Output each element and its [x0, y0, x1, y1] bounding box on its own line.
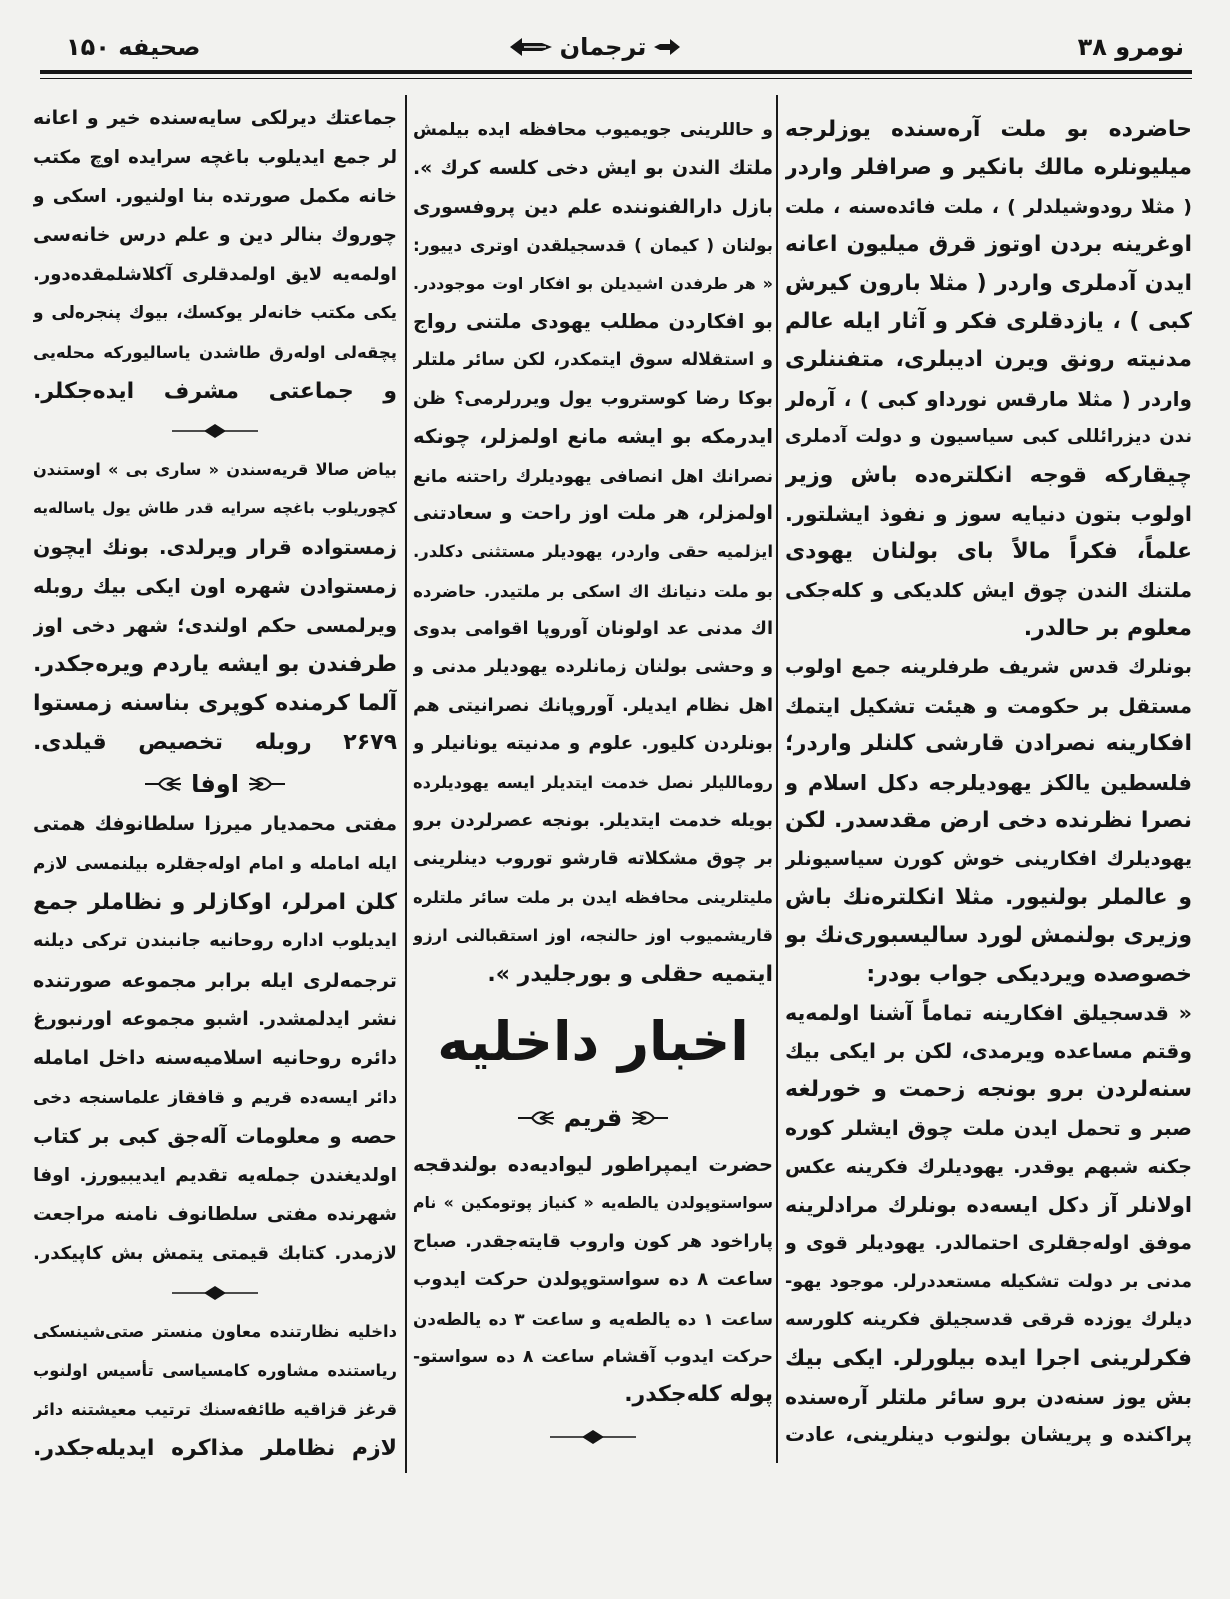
arrow-ornament-right-icon — [652, 36, 682, 58]
text-line: اهل نظام ایدیلر. آوروپانك نصرانیتی هم — [413, 694, 773, 716]
text-line: ساعت ۸ ده سواستوپولدن حرکت ایدوب — [413, 1269, 773, 1291]
section-divider — [413, 1415, 773, 1460]
text-line: ویرلمسی حکم اولندی؛ شهر دخی اوز — [33, 614, 397, 637]
text-line: و استقلاله سوق ایتمکدر، لکن سائر ملتلر — [413, 350, 773, 371]
text-line: حرکت ایدوب آقشام ساعت ۸ ده سواستو- — [413, 1346, 773, 1367]
text-line: معلوم بر حالدر. — [1023, 616, 1192, 642]
text-line: ایدیلوب اداره روحانیه جانبندن ترکی دیلنه — [33, 931, 397, 951]
text-line: لازمدر. کتابك قیمتی یتمش بش کاپیکدر. — [33, 1243, 397, 1264]
text-line: روماللیلر نصل خدمت ایتدیلر ایسه یهودیلرده — [413, 772, 773, 792]
masthead — [500, 27, 690, 67]
text-line: پچقه‌لی اوله‌رق طاشدن یاسالیورکه محله‌یی — [33, 343, 397, 362]
text-line: بولنان ( کیمان ) قدسجیلقدن اوتری دییور: — [413, 235, 773, 256]
text-line: علماً، فکراً مالاً بای بولنان یهودی — [785, 539, 1192, 565]
text-line: طرفندن بو ایشه یاردم ویره‌جکدر. — [33, 652, 397, 677]
text-line: ملتنك الندن چوق ایش کلدیکی و کله‌جکی — [785, 578, 1192, 602]
text-line: بونلردن کلیور. علوم و مدنیته یونانیلر و — [413, 733, 773, 755]
text-line: یهودیلرك افکارینی خوش کورن سیاسیونلر — [785, 848, 1192, 871]
text-line: ایدرمکه بو ایشه مانع اولمزلر، چونکه — [413, 425, 773, 449]
text-line: ۲۶۷۹ روبله تخصیص قیلدی. — [33, 730, 397, 755]
text-line: مفتی محمدیار میرزا سلطانوفك همتی — [33, 814, 397, 835]
arrow-ornament-left-icon — [508, 36, 554, 58]
text-line: اولانلر آز دکل ایسه‌ده بونلرك مرادلرینه — [785, 1192, 1192, 1217]
paragraph — [785, 111, 1192, 648]
text-line: ایله امامله و امام اوله‌جقلره بیلنمسی لازم — [33, 853, 397, 873]
text-line: بویله خدمت ایتدیلر. بونجه عصرلردن برو — [413, 810, 773, 832]
text-line: و جماعتی مشرف ایده‌جکلر. — [33, 379, 397, 404]
flourish-left-icon — [516, 1108, 556, 1128]
section-title: اخبار داخلیه — [437, 1009, 749, 1073]
text-line: ساعت ۱ ده یالطه‌یه و ساعت ۳ ده یالطه‌دن — [413, 1308, 773, 1329]
masthead-rule-thin — [40, 78, 1192, 79]
text-line: اولمزلر، هر ملت اوز راحت و سعادتنی — [413, 502, 773, 524]
text-line: و حاللرینی جویمیوب محافظه ایده بیلمش — [413, 120, 773, 140]
text-line: اولوب بتون دنیایه سوز و نفوذ ایشلتور. — [785, 501, 1192, 526]
text-line: ترجمه‌لری ایله برابر مجموعه صورتنده — [33, 969, 397, 992]
text-line: بو افکاردن مطلب یهودی ملتنی رواج — [413, 309, 773, 333]
text-line: مستقل بر حکومت و هیئت تشکیل ایتمك — [785, 693, 1192, 718]
text-line: پراکنده و پریشان بولنوب دینلرینی، عادت — [785, 1423, 1192, 1447]
text-line: و عالملر بولنیور. مثلا انکلتره‌نك باش — [785, 884, 1192, 910]
diamond-ornament-icon — [170, 1285, 260, 1301]
diamond-ornament-icon — [548, 1429, 638, 1445]
text-line: بر چوق مشکلاته قارشو توروب دینلرینی — [413, 848, 773, 870]
text-line: سنه‌لردن برو بونجه زحمت و خورلغه — [785, 1076, 1192, 1102]
text-line: حضرت ایمپراطور لیوادیه‌ده بولندقجه — [413, 1152, 773, 1176]
paragraph — [785, 994, 1192, 1455]
section-divider — [33, 411, 397, 450]
paragraph — [33, 684, 397, 762]
text-line: دائر ایسه‌ده قریم و قافقاز علماسنجه دخی — [33, 1087, 397, 1107]
text-line: موفق اوله‌جقلری احتمالدر. یهودیلر قوی و — [785, 1232, 1192, 1255]
paragraph — [33, 805, 397, 1273]
text-line: بوکا رضا کوستروب یول ویررلرمی؟ ظن — [413, 387, 773, 409]
text-line: خانه مکمل صورتده بنا اولنیور. اسکی و — [33, 186, 397, 207]
text-line: اوغرینه بردن اوتوز قرق میلیون اعانه — [785, 232, 1192, 258]
page-number: صحیفه ۱۵۰ — [66, 33, 201, 61]
text-line: حصه و معلومات آله‌جق کبی بر کتاب — [33, 1124, 397, 1148]
heading-label: قریم — [563, 1103, 623, 1132]
text-line: کبی ) ، یازدقلری فکر و آثار ایله عالم — [785, 308, 1192, 334]
text-line: مدنی بر دولت تشکیله مستعددرلر. موجود یهو- — [785, 1271, 1192, 1292]
flourish-right-icon — [247, 774, 287, 794]
text-line: بازل دارالفنوننده علم دین پروفسوری — [413, 195, 773, 218]
paragraph — [33, 99, 397, 411]
text-line: اولمه‌یه لایق اولمدقلری آکلاشلمقده‌دور. — [33, 264, 397, 285]
text-line: آلما کرمنده کوپری بناسنه زمستوا — [33, 691, 397, 716]
text-line: زمستواده قرار ویرلدی. بونك ایچون — [33, 535, 397, 559]
text-line: میلیونلره مالك بانکیر و صرافلر واردر — [785, 155, 1192, 181]
text-line: ایدن آدملری واردر ( مثلا بارون کیرش — [785, 270, 1192, 296]
text-line: ملتك الندن بو ایش دخی کلسه کرك ». — [413, 157, 773, 180]
flourish-right-icon — [630, 1108, 670, 1128]
text-line: پاراخود هر کون واروب قایته‌جقدر. صباح — [413, 1231, 773, 1252]
text-line: بونلرك قدس شریف طرفلرینه جمع اولوب — [785, 655, 1192, 679]
masthead-rule — [40, 70, 1192, 74]
text-line: زمستوادن شهره اون ایکی بیك روبله — [33, 575, 397, 598]
newspaper-title: ترجمان — [559, 33, 647, 61]
paragraph — [413, 188, 773, 994]
text-line: اك مدنی عد اولونان آوروپا اقوامی بدوی — [413, 619, 773, 640]
text-line: « هر طرفدن اشیدیلن بو افکار اوت موجوددر. — [413, 273, 773, 293]
text-line: دیلرك یوزده قرقی قدسجیلق فکرینه کلورسه — [785, 1309, 1192, 1331]
text-line: وقتم مساعده ویرمدی، لکن بر ایکی بیك — [785, 1039, 1192, 1064]
text-line: بش یوز سنه‌دن برو سائر ملتلر آره‌سنده — [785, 1384, 1192, 1409]
text-line: خصوصده ویردیکی جواب بودر: — [866, 961, 1192, 987]
text-line: ( مثلا رودوشیلدلر ) ، ملت فائده‌سنه ، ملت — [785, 195, 1192, 218]
text-line: فلسطین یالکز یهودیلرجه دکل اسلام و — [785, 769, 1192, 795]
text-line: « قدسجیلق افکارینه تماماً آشنا اولمه‌یه — [785, 1000, 1192, 1025]
paragraph — [33, 1312, 397, 1468]
text-line: واردر ( مثلا مارقس نورداو کبی ) ، آره‌لر — [785, 386, 1192, 411]
column-rule — [776, 95, 778, 1463]
text-line: قاریشمیوب اوز حالنجه، اوز استقبالنی ارزو — [413, 926, 773, 946]
text-line: داخلیه نظارتنده معاون منستر صتی‌شینسکی — [33, 1322, 397, 1341]
text-line: صبر و تحمل ایدن ملت چوق ایشلر کوره — [785, 1116, 1192, 1141]
text-line: جماعتك دیرلکی سایه‌سنده خیر و اعانه — [33, 107, 397, 129]
text-line: نشر ایدلمشدر. اشبو مجموعه اورنبورغ — [33, 1009, 397, 1030]
text-line: کچوریلوب باغچه سرایه قدر طاش یول یاساله‌یه — [33, 499, 397, 517]
text-line: پوله کله‌جکدر. — [624, 1382, 773, 1408]
diamond-ornament-icon — [170, 423, 260, 439]
column-left — [33, 99, 397, 1468]
text-line: ریاستنده مشاوره کامسیاسی تأسیس اولنوب — [33, 1361, 397, 1380]
paragraph — [785, 648, 1192, 994]
text-line: چیقارکه قوجه انکلتره‌ده باش وزیر — [785, 462, 1192, 488]
text-line: کلن امرلر، اوکازلر و نظاملر جمع — [33, 890, 397, 915]
text-line: و وحشی بولنان زمانلرده یهودیلر مدنی و — [413, 657, 773, 678]
text-line: اولدیغندن جمله‌یه تقدیم ایدیبیورز. اوفا — [33, 1165, 397, 1186]
column-right — [785, 111, 1192, 1455]
heading-label: اوفا — [191, 769, 239, 798]
text-line: جکنه شبهم یوقدر. یهودیلرك فکرینه عکس — [785, 1154, 1192, 1178]
text-line: چوروك بنالر دین و علم درس خانه‌سی — [33, 224, 397, 246]
text-line: بو ملت دنیانك اك اسکی بر ملتیدر. حاضرده — [413, 580, 773, 601]
text-line: لازم نظاملر مذاکره ایدیله‌جکدر. — [33, 1436, 397, 1461]
text-line: بیاض صالا قریه‌سندن « ساری بی » اوستندن — [33, 460, 397, 479]
paragraph — [413, 111, 773, 188]
column-rule — [405, 95, 407, 1473]
text-line: یکی مکتب خانه‌لر یوکسك، بیوك پنجره‌لی و — [33, 303, 397, 323]
text-line: مدنیته رونق ویرن ادیبلری، متفننلری — [785, 347, 1192, 373]
text-line: سواستوپولدن یالطه‌یه « کنیاز پوتومکین » نام — [413, 1193, 773, 1213]
text-line: ایزلمیه حقی واردر، یهودیلر مستثنی دکلدر. — [413, 542, 773, 562]
text-line: وزیری بولنمش لورد سالیسبوری‌نك بو — [785, 923, 1192, 949]
text-line: نصرانك اهل انصافی یهودیلرك راحتنه مانع — [413, 465, 773, 486]
text-line: دائره روحانیه اسلامیه‌سنه داخل امامله — [33, 1047, 397, 1069]
paragraph — [413, 1146, 773, 1415]
text-line: افکارینه نصرادن قارشی کلنلر واردر؛ — [785, 731, 1192, 757]
text-line: حاضرده بو ملت آره‌سنده یوزلرجه — [785, 117, 1192, 142]
section-divider — [33, 1273, 397, 1312]
issue-number: نومرو ۳۸ — [1077, 33, 1184, 61]
paragraph — [33, 450, 397, 684]
text-line: نصرا نظرنده دخی ارض مقدسدر. لکن — [785, 808, 1192, 834]
text-line: ندن دیزرائللی کبی سیاسیون و دولت آدملری — [785, 426, 1192, 448]
text-line: شهرنده مفتی سلطانوف نامنه مراجعت — [33, 1204, 397, 1225]
column-middle — [413, 111, 773, 1460]
section-heading — [413, 1090, 773, 1146]
section-heading — [33, 762, 397, 805]
text-line: لر جمع ایدیلوب باغچه سرایده اوچ مکتب — [33, 147, 397, 168]
flourish-left-icon — [143, 774, 183, 794]
text-line: فکرلرینی اجرا ایده بیلورلر. ایکی بیك — [785, 1345, 1192, 1371]
text-line: قرغز قزاقیه طائفه‌سنك ترتیب معیشتنه دائر — [33, 1400, 397, 1419]
text-line: ملیتلرینی محافظه ایدن بر ملت سائر ملتلره — [413, 887, 773, 907]
text-line: ایتمیه حقلی و بورجلیدر ». — [487, 961, 773, 987]
